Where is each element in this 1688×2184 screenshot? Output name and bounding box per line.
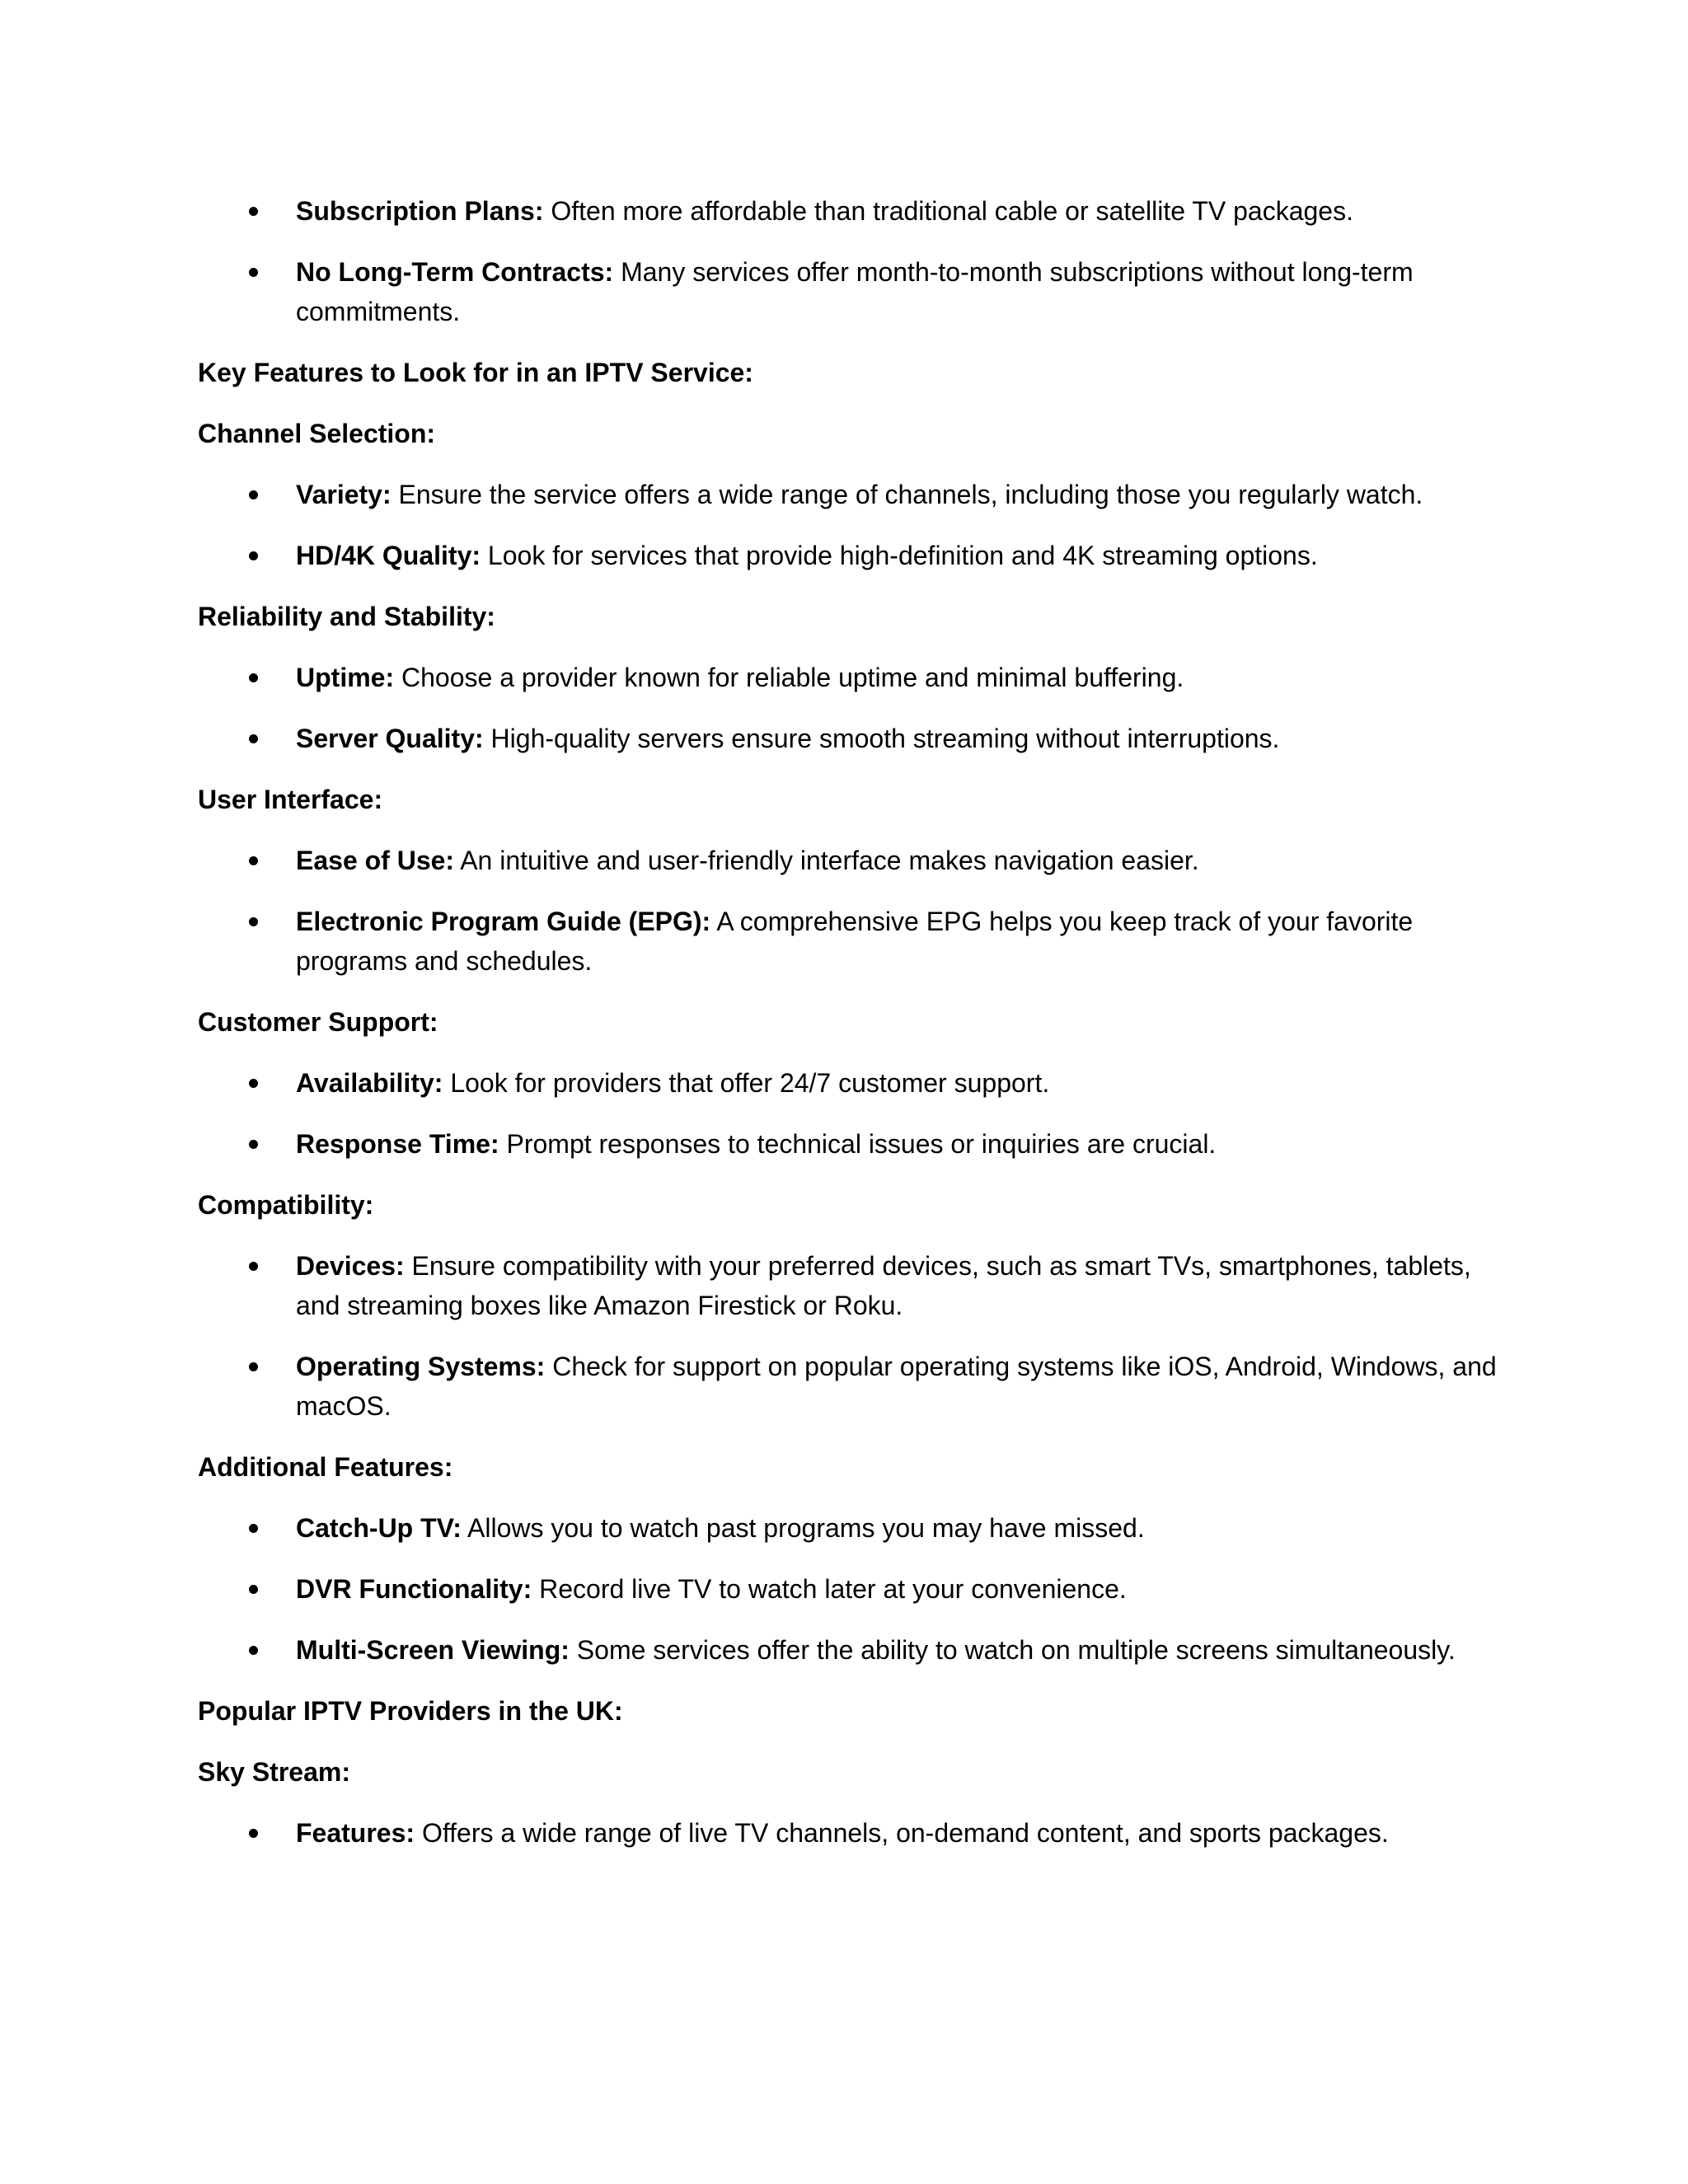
list-item-term: Ease of Use: xyxy=(296,846,455,875)
list-item-term: Server Quality: xyxy=(296,724,484,753)
list-item-catch-up-tv xyxy=(198,1508,1500,1548)
list-item-epg xyxy=(198,902,1500,981)
bullet-icon xyxy=(249,551,258,560)
bullet-icon xyxy=(249,207,258,216)
list-item-text: Ensure compatibility with your preferred devices, such as smart TVs, smartphones, tablets, and streaming boxes like Amazon Firestick or Roku. xyxy=(296,1251,1471,1320)
list-item-dvr-functionality xyxy=(198,1569,1500,1609)
list-item-text: An intuitive and user-friendly interface makes navigation easier. xyxy=(454,846,1199,875)
section-heading-channel-selection: Channel Selection: xyxy=(198,419,436,448)
list-item-text: Choose a provider known for reliable uptime and minimal buffering. xyxy=(394,663,1184,692)
list-item-text: Prompt responses to technical issues or inquiries are crucial. xyxy=(499,1129,1217,1159)
bullet-icon xyxy=(249,1140,258,1149)
list-item-term: HD/4K Quality: xyxy=(296,541,481,570)
list-item-text: Look for services that provide high-definition and 4K streaming options. xyxy=(481,541,1318,570)
bullet-icon xyxy=(249,1646,258,1655)
list-item-term: Catch-Up TV: xyxy=(296,1513,462,1543)
list-item-server-quality xyxy=(198,719,1500,758)
list-item-term: DVR Functionality: xyxy=(296,1574,532,1604)
list-item-text: Often more affordable than traditional cable or satellite TV packages. xyxy=(543,196,1353,226)
document-body xyxy=(198,191,1500,1874)
list-item-ease-of-use xyxy=(198,841,1500,880)
section-heading-user-interface: User Interface: xyxy=(198,785,383,814)
list-item-subscription-plans xyxy=(198,191,1500,231)
list-item-text: Allows you to watch past programs you may have missed. xyxy=(461,1513,1145,1543)
list-item-term: Availability: xyxy=(296,1068,443,1098)
list-item-term: Variety: xyxy=(296,480,392,509)
list-item-no-long-term-contracts xyxy=(198,252,1500,331)
list-item-features xyxy=(198,1813,1500,1853)
list-item-text: Record live TV to watch later at your convenience. xyxy=(532,1574,1127,1604)
list-item-devices xyxy=(198,1246,1500,1325)
list-item-text: Offers a wide range of live TV channels, on-demand content, and sports packages. xyxy=(415,1818,1389,1848)
section-heading-popular-providers: Popular IPTV Providers in the UK: xyxy=(198,1696,623,1726)
section-heading-compatibility: Compatibility: xyxy=(198,1190,374,1220)
list-item-text: A comprehensive EPG helps you keep track of your favorite programs and schedules. xyxy=(296,907,1414,976)
list-item-variety xyxy=(198,475,1500,514)
bullet-icon xyxy=(249,1524,258,1533)
bullet-icon xyxy=(249,1362,258,1371)
list-item-uptime xyxy=(198,658,1500,697)
bullet-icon xyxy=(249,1829,258,1838)
bullet-icon xyxy=(249,1079,258,1088)
list-item-term: Response Time: xyxy=(296,1129,499,1159)
bullet-icon xyxy=(249,1262,258,1271)
section-heading-sky-stream: Sky Stream: xyxy=(198,1757,350,1787)
list-item-text: Check for support on popular operating systems like iOS, Android, Windows, and macOS. xyxy=(296,1352,1497,1421)
list-item-text: Some services offer the ability to watch on multiple screens simultaneously. xyxy=(569,1635,1456,1665)
list-item-term: Devices: xyxy=(296,1251,405,1281)
list-item-multi-screen-viewing xyxy=(198,1630,1500,1670)
bullet-icon xyxy=(249,856,258,865)
list-item-operating-systems xyxy=(198,1347,1500,1426)
list-item-term: Features: xyxy=(296,1818,415,1848)
section-heading-reliability: Reliability and Stability: xyxy=(198,602,495,631)
list-item-text: Ensure the service offers a wide range of channels, including those you regularly watch. xyxy=(391,480,1423,509)
bullet-icon xyxy=(249,673,258,682)
list-item-term: Electronic Program Guide (EPG): xyxy=(296,907,711,936)
list-item-term: Uptime: xyxy=(296,663,395,692)
bullet-icon xyxy=(249,1585,258,1594)
bullet-icon xyxy=(249,734,258,743)
list-item-text: High-quality servers ensure smooth streaming without interruptions. xyxy=(483,724,1280,753)
list-item-term: Multi-Screen Viewing: xyxy=(296,1635,570,1665)
list-item-term: No Long-Term Contracts: xyxy=(296,257,614,287)
section-heading-additional-features: Additional Features: xyxy=(198,1452,453,1482)
bullet-icon xyxy=(249,917,258,926)
list-item-text: Many services offer month-to-month subscriptions without long-term commitments. xyxy=(296,257,1414,326)
section-heading-customer-support: Customer Support: xyxy=(198,1007,438,1037)
bullet-icon xyxy=(249,268,258,277)
list-item-term: Subscription Plans: xyxy=(296,196,544,226)
list-item-term: Operating Systems: xyxy=(296,1352,546,1381)
list-item-text: Look for providers that offer 24/7 customer support. xyxy=(443,1068,1050,1098)
list-item-response-time xyxy=(198,1124,1500,1164)
list-item-hd-4k-quality xyxy=(198,536,1500,575)
section-heading-key-features: Key Features to Look for in an IPTV Service: xyxy=(198,358,753,387)
bullet-icon xyxy=(249,490,258,499)
list-item-availability xyxy=(198,1063,1500,1103)
